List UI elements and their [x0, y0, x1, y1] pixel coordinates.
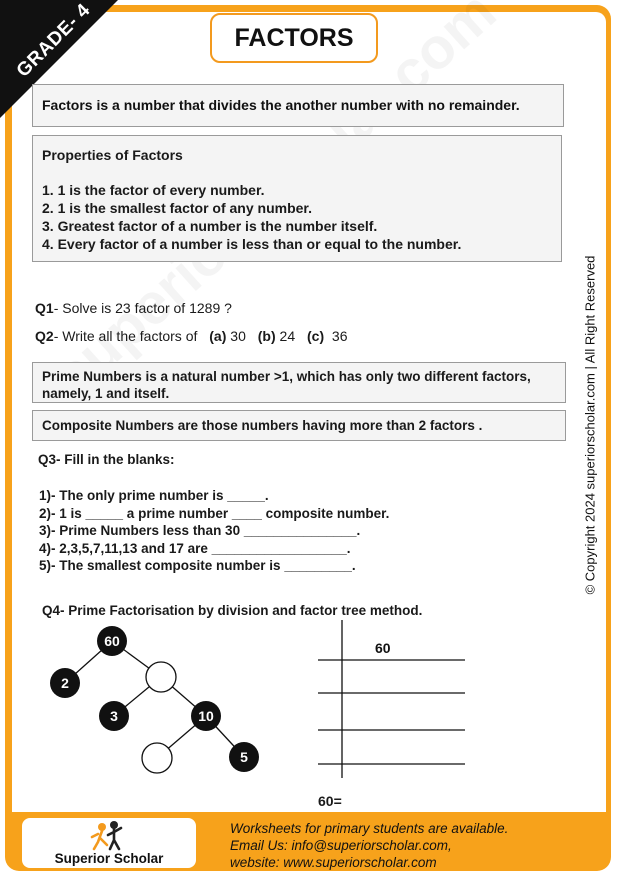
prime-definition-text: Prime Numbers is a natural number >1, which has only two different factors, namely, 1 and itself. — [42, 369, 531, 401]
svg-text:2: 2 — [61, 675, 69, 691]
option-a: (a) 30 — [209, 328, 246, 344]
definition-text: Factors is a number that divides the another number with no remainder. — [42, 97, 520, 113]
tree-node-3 — [99, 701, 129, 731]
question-3-list — [39, 487, 389, 575]
properties-list — [42, 181, 461, 253]
tree-node-blank[interactable] — [142, 743, 172, 773]
tree-node-10 — [191, 701, 221, 731]
property-item: 3. Greatest factor of a number is the number itself. — [42, 218, 378, 234]
property-item: 4. Every factor of a number is less than or equal to the number. — [42, 236, 462, 252]
property-item: 1. 1 is the factor of every number. — [42, 182, 265, 198]
option-c: (c) 36 — [307, 328, 348, 344]
grade-badge: GRADE- 4 — [12, 0, 95, 82]
properties-box — [32, 135, 562, 262]
blank-item: 5)- The smallest composite number is _________. — [39, 558, 356, 573]
composite-definition-box — [32, 410, 566, 441]
svg-text:60: 60 — [104, 633, 120, 649]
brand-name: Superior Scholar — [54, 851, 164, 866]
division-dividend: 60 — [375, 640, 391, 656]
blank-item: 2)- 1 is _____ a prime number ____ composite number. — [39, 505, 390, 521]
question-1 — [35, 300, 232, 316]
division-table — [310, 620, 475, 780]
blank-item: 3)- Prime Numbers less than 30 _______________. — [39, 523, 361, 538]
page-title — [210, 13, 378, 63]
logo-icon — [22, 818, 196, 852]
composite-definition-text: Composite Numbers are those numbers having more than 2 factors . — [42, 418, 483, 433]
svg-text:3: 3 — [110, 708, 118, 724]
answer-line: 60= — [318, 793, 342, 809]
prime-definition-box — [32, 362, 566, 403]
question-4-heading: Q4- Prime Factorisation by division and factor tree method. — [42, 603, 423, 618]
tree-node-60 — [97, 626, 127, 656]
copyright-text: © Copyright 2024 superiorscholar.com | All Right Reserved — [582, 255, 598, 595]
question-1-label: Q1 — [35, 300, 54, 316]
footer-info — [230, 820, 508, 871]
property-item: 2. 1 is the smallest factor of any number. — [42, 200, 312, 216]
page-title-text: FACTORS — [234, 23, 354, 52]
question-2 — [35, 328, 347, 344]
option-b: (b) 24 — [257, 328, 296, 344]
factor-tree — [40, 620, 280, 785]
question-2-label: Q2 — [35, 328, 54, 344]
footer-line: Worksheets for primary students are available. — [230, 821, 509, 836]
definition-box — [32, 84, 564, 127]
question-3-heading: Q3- Fill in the blanks: — [38, 452, 175, 467]
question-1-text: - Solve is 23 factor of 1289 ? — [53, 300, 232, 316]
svg-text:5: 5 — [240, 749, 248, 765]
properties-heading: Properties of Factors — [42, 147, 183, 163]
tree-node-blank[interactable] — [146, 662, 176, 692]
tree-node-5 — [229, 742, 259, 772]
footer-website[interactable]: website: www.superiorscholar.com — [230, 855, 437, 870]
footer-logo — [22, 818, 196, 868]
blank-item: 4)- 2,3,5,7,11,13 and 17 are __________________. — [39, 540, 351, 556]
tree-node-2 — [50, 668, 80, 698]
blank-item: 1)- The only prime number is _____. — [39, 488, 269, 503]
question-2-text: - Write all the factors of — [53, 328, 198, 344]
svg-text:10: 10 — [198, 708, 214, 724]
footer-email[interactable]: Email Us: info@superiorscholar.com, — [230, 838, 452, 853]
